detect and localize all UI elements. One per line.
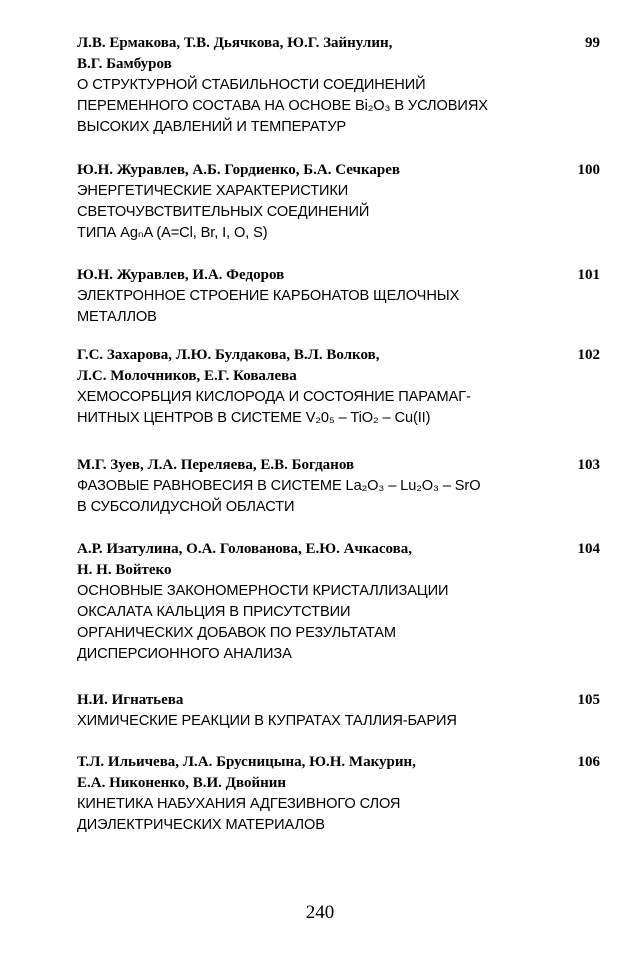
entry-authors: Г.С. Захарова, Л.Ю. Булдакова, В.Л. Волков,	[77, 347, 380, 363]
toc-entry	[77, 455, 600, 518]
entry-title: ЭЛЕКТРОННОЕ СТРОЕНИЕ КАРБОНАТОВ ЩЕЛОЧНЫХ	[77, 288, 460, 304]
entry-title: МЕТАЛЛОВ	[77, 309, 157, 325]
toc-entry	[77, 690, 600, 732]
entry-authors: А.Р. Изатулина, О.А. Голованова, Е.Ю. Ачкасова,	[77, 541, 412, 557]
toc-entry	[77, 345, 600, 429]
entry-page-number: 101	[577, 267, 600, 283]
entry-authors: Е.А. Никоненко, В.И. Двойнин	[77, 775, 287, 791]
entry-title: ХЕМОСОРБЦИЯ КИСЛОРОДА И СОСТОЯНИЕ ПАРАМАГ-	[77, 389, 471, 405]
entry-title: ХИМИЧЕСКИЕ РЕАКЦИИ В КУПРАТАХ ТАЛЛИЯ-БАРИЯ	[77, 713, 457, 729]
page-number: 240	[305, 902, 335, 923]
entry-title: КИНЕТИКА НАБУХАНИЯ АДГЕЗИВНОГО СЛОЯ	[77, 796, 401, 812]
entry-title: ЭНЕРГЕТИЧЕСКИЕ ХАРАКТЕРИСТИКИ	[77, 183, 349, 199]
entry-page-number: 105	[577, 692, 600, 708]
toc-entry	[77, 265, 600, 328]
entry-page-number: 99	[585, 35, 600, 51]
entry-page-number: 103	[577, 457, 600, 473]
entry-authors: Н. Н. Войтеко	[77, 562, 172, 578]
entry-title: СВЕТОЧУВСТВИТЕЛЬНЫХ СОЕДИНЕНИЙ	[77, 204, 370, 220]
entry-title: ВЫСОКИХ ДАВЛЕНИЙ И ТЕМПЕРАТУР	[77, 119, 347, 135]
entry-title: В СУБСОЛИДУСНОЙ ОБЛАСТИ	[77, 499, 295, 515]
entry-authors: В.Г. Бамбуров	[77, 56, 172, 72]
entry-title: ДИСПЕРСИОННОГО АНАЛИЗА	[77, 646, 292, 662]
entry-page-number: 106	[577, 754, 600, 770]
entry-authors: Л.С. Молочников, Е.Г. Ковалева	[77, 368, 297, 384]
entry-authors: Т.Л. Ильичева, Л.А. Брусницына, Ю.Н. Макурин,	[77, 754, 416, 770]
entry-authors: М.Г. Зуев, Л.А. Переляева, Е.В. Богданов	[77, 457, 355, 473]
entry-page-number: 102	[577, 347, 600, 363]
entry-title: ТИПА AgₙA (A=Cl, Br, I, O, S)	[77, 225, 268, 241]
entry-title: ОРГАНИЧЕСКИХ ДОБАВОК ПО РЕЗУЛЬТАТАМ	[77, 625, 396, 641]
entry-title: ФАЗОВЫЕ РАВНОВЕСИЯ В СИСТЕМЕ La₂O₃ – Lu₂O₃ – SrO	[77, 478, 481, 494]
entry-authors: Л.В. Ермакова, Т.В. Дьячкова, Ю.Г. Зайнулин,	[77, 35, 393, 51]
toc-entry	[77, 160, 600, 244]
entry-title: ОКСАЛАТА КАЛЬЦИЯ В ПРИСУТСТВИИ	[77, 604, 351, 620]
entry-title: ДИЭЛЕКТРИЧЕСКИХ МАТЕРИАЛОВ	[77, 817, 325, 833]
entry-title: О СТРУКТУРНОЙ СТАБИЛЬНОСТИ СОЕДИНЕНИЙ	[77, 77, 426, 93]
entry-authors: Ю.Н. Журавлев, А.Б. Гордиенко, Б.А. Сечкарев	[77, 162, 401, 178]
toc-entry	[77, 539, 600, 665]
entry-page-number: 104	[577, 541, 600, 557]
toc-entry	[77, 752, 600, 836]
entry-title: ПЕРЕМЕННОГО СОСТАВА НА ОСНОВЕ Bi₂O₃ В УСЛОВИЯХ	[77, 98, 488, 114]
entry-authors: Н.И. Игнатьева	[77, 692, 184, 708]
entry-title: НИТНЫХ ЦЕНТРОВ В СИСТЕМЕ V₂0₅ – TiO₂ – Cu(II)	[77, 410, 431, 426]
entry-authors: Ю.Н. Журавлев, И.А. Федоров	[77, 267, 285, 283]
entry-page-number: 100	[577, 162, 600, 178]
toc-entry	[77, 33, 600, 138]
entry-title: ОСНОВНЫЕ ЗАКОНОМЕРНОСТИ КРИСТАЛЛИЗАЦИИ	[77, 583, 449, 599]
